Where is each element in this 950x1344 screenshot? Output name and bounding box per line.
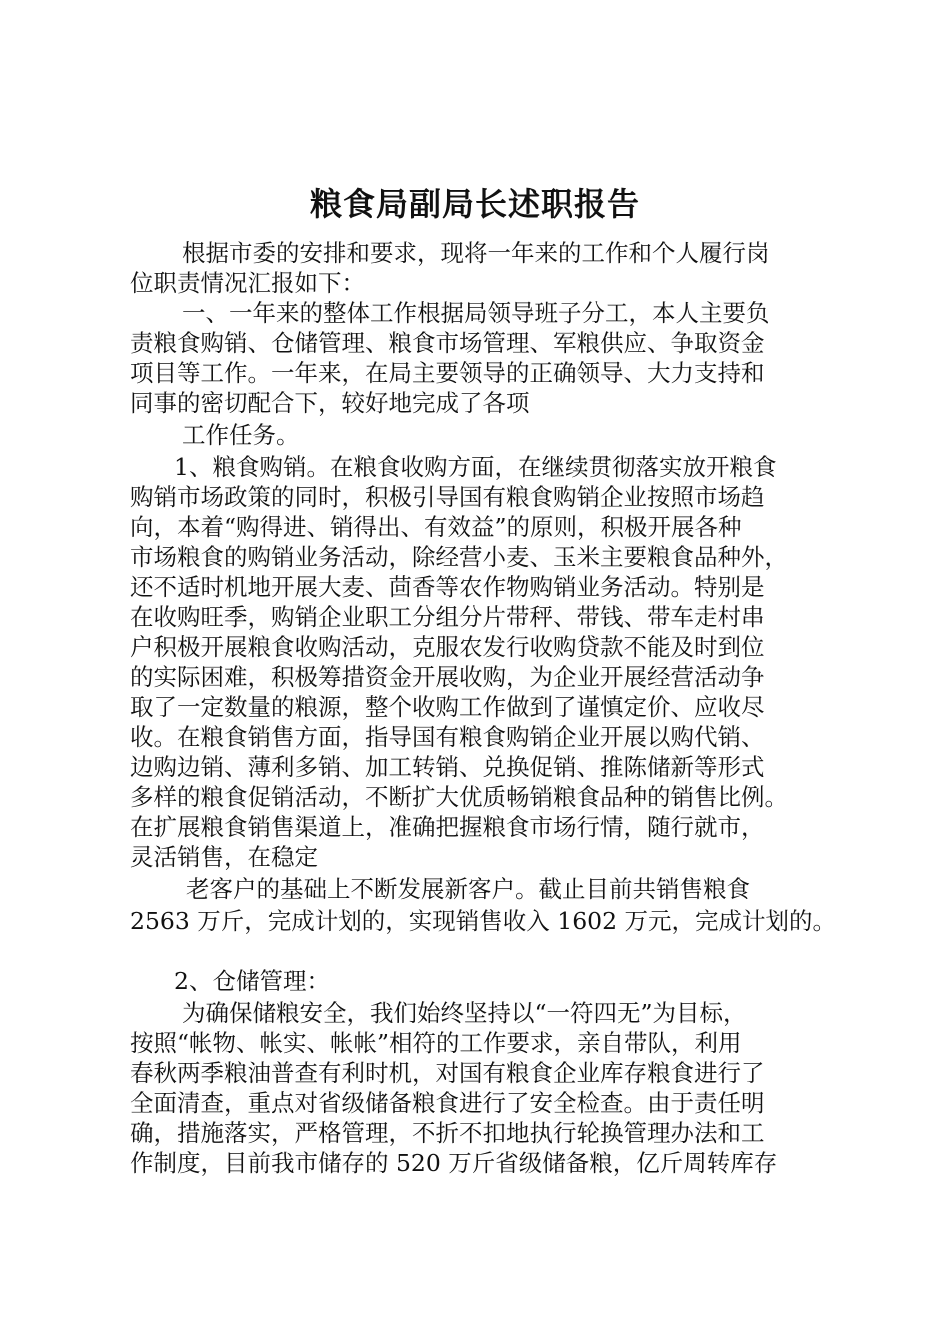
paragraph-line: 一、一年来的整体工作根据局领导班子分工，本人主要负 [182,299,770,327]
paragraph-line: 边购边销、薄利多销、加工转销、兑换促销、推陈储新等形式 [130,753,765,781]
paragraph-line: 老客户的基础上不断发展新客户。截止目前共销售粮食 [186,875,750,903]
paragraph-line: 项目等工作。一年来，在局主要领导的正确领导、大力支持和 [130,359,765,387]
paragraph-line: 作制度，目前我市储存的 520 万斤省级储备粮，亿斤周转库存 [130,1149,778,1177]
paragraph-line: 灵活销售，在稳定 [130,843,318,871]
paragraph-line: 按照“帐物、帐实、帐帐”相符的工作要求，亲自带队，利用 [130,1029,742,1057]
paragraph-line: 工作任务。 [182,421,300,449]
paragraph-line: 根据市委的安排和要求，现将一年来的工作和个人履行岗 [182,239,770,267]
paragraph-line: 全面清查，重点对省级储备粮食进行了安全检查。由于责任明 [130,1089,765,1117]
paragraph-line: 责粮食购销、仓储管理、粮食市场管理、军粮供应、争取资金 [130,329,765,357]
paragraph-line: 1、粮食购销。在粮食收购方面，在继续贯彻落实放开粮食 [174,453,777,481]
paragraph-line: 多样的粮食促销活动，不断扩大优质畅销粮食品种的销售比例。 [130,783,788,811]
paragraph-line: 向，本着“购得进、销得出、有效益”的原则，积极开展各种 [130,513,742,541]
paragraph-line: 的实际困难，积极筹措资金开展收购，为企业开展经营活动争 [130,663,765,691]
paragraph-line: 同事的密切配合下，较好地完成了各项 [130,389,530,417]
paragraph-line: 购销市场政策的同时，积极引导国有粮食购销企业按照市场趋 [130,483,765,511]
document-title: 粮食局副局长述职报告 [309,185,640,223]
paragraph-line: 2563 万斤，完成计划的，实现销售收入 1602 万元，完成计划的。 [130,907,837,935]
paragraph-line: 户积极开展粮食收购活动，克服农发行收购贷款不能及时到位 [130,633,765,661]
paragraph-line: 在收购旺季，购销企业职工分组分片带秤、带钱、带车走村串 [130,603,765,631]
paragraph-line: 收。在粮食销售方面，指导国有粮食购销企业开展以购代销、 [130,723,765,751]
paragraph-line: 确，措施落实，严格管理，不折不扣地执行轮换管理办法和工 [130,1119,765,1147]
paragraph-line: 取了一定数量的粮源，整个收购工作做到了谨慎定价、应收尽 [130,693,765,721]
paragraph-line: 春秋两季粮油普查有利时机，对国有粮食企业库存粮食进行了 [130,1059,765,1087]
paragraph-line: 位职责情况汇报如下： [130,269,365,297]
paragraph-line: 还不适时机地开展大麦、茴香等农作物购销业务活动。特别是 [130,573,765,601]
paragraph-line: 在扩展粮食销售渠道上，准确把握粮食市场行情，随行就市， [130,813,765,841]
paragraph-line: 为确保储粮安全，我们始终坚持以“一符四无”为目标， [182,999,747,1027]
paragraph-line: 市场粮食的购销业务活动，除经营小麦、玉米主要粮食品种外， [130,543,788,571]
section-heading: 2、仓储管理： [174,967,330,995]
